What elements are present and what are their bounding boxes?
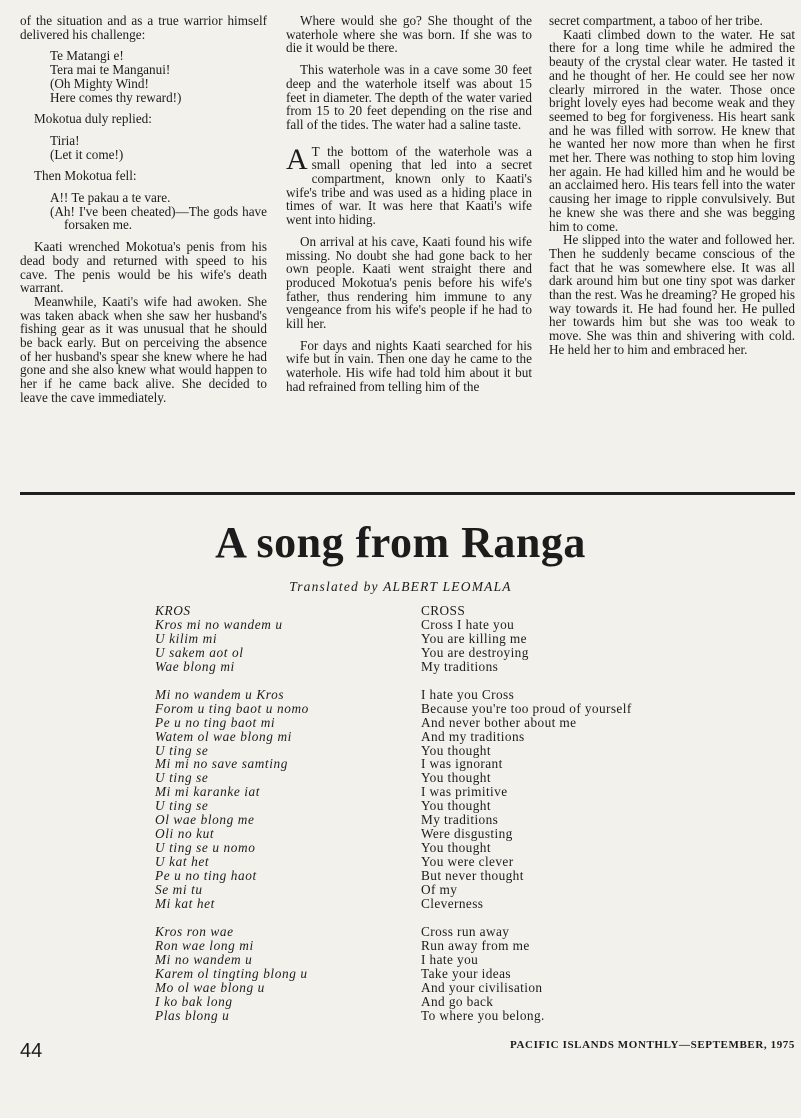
poem-line: You thought bbox=[421, 742, 491, 758]
byline bbox=[0, 579, 801, 595]
verse-line: (Let it come!) bbox=[50, 146, 124, 162]
verse-line: (Ah! I've been cheated)—The gods have forsaken me. bbox=[50, 203, 267, 233]
poem-line: Oli no kut bbox=[155, 826, 215, 842]
poem-line: You thought bbox=[421, 798, 491, 814]
poem-line: Pe u no ting haot bbox=[155, 868, 257, 884]
poem-line: You thought bbox=[421, 770, 491, 786]
poem-line: U ting se bbox=[155, 798, 209, 814]
paragraph-text: T the bottom of the waterhole was a small opening that led into a secret compartment, known only to Kaati's wife's tribe and was used as a hiding place in times of war. It was here that Kaati's wife went into hiding. bbox=[286, 143, 532, 228]
poem-line: U kilim mi bbox=[155, 630, 218, 646]
paragraph: Kaati wrenched Mokotua's penis from his dead body and returned with speed to his cave. The penis would be his wife's death warrant. bbox=[20, 239, 267, 296]
poem-bislama-column bbox=[155, 604, 309, 1023]
poem-line: Cross run away bbox=[421, 923, 510, 939]
paragraph: For days and nights Kaati searched for his wife but in vain. Then one day he came to the waterhole. His wife had told him about it but had refrained from telling him of the bbox=[286, 337, 532, 394]
poem-line: My traditions bbox=[421, 658, 499, 674]
section-divider bbox=[20, 492, 795, 495]
poem-line: U kat het bbox=[155, 854, 210, 870]
publication-footer: PACIFIC ISLANDS MONTHLY—SEPTEMBER, 1975 bbox=[510, 1039, 795, 1051]
paragraph: Where would she go? She thought of the waterhole where she was born. If she was to die it would be there. bbox=[286, 13, 532, 56]
stanza-break bbox=[421, 911, 632, 925]
poem-line: Se mi tu bbox=[155, 882, 203, 898]
poem-line: I hate you bbox=[421, 951, 479, 967]
poem-line: Because you're too proud of yourself bbox=[421, 700, 632, 716]
poem-line: U ting se bbox=[155, 770, 209, 786]
poem-english-column bbox=[421, 604, 632, 1023]
poem-line: You were clever bbox=[421, 854, 514, 870]
poem-line: And your civilisation bbox=[421, 979, 543, 995]
poem-line: Mi kat het bbox=[155, 896, 215, 911]
poem-line: You thought bbox=[421, 840, 491, 856]
poem-line: Watem ol wae blong mi bbox=[155, 728, 292, 744]
poem-line: My traditions bbox=[421, 812, 499, 828]
poem-line: Kros ron wae bbox=[155, 923, 234, 939]
verse-challenge bbox=[50, 49, 267, 104]
poem-line: Forom u ting baot u nomo bbox=[155, 700, 309, 716]
poem-title: A song from Ranga bbox=[215, 518, 586, 567]
paragraph: Meanwhile, Kaati's wife had awoken. She was taken aback when she saw her husband's fishing gear as it was unusual that he should be back early. But on perceiving the absence of her husband's spear she knew where he had gone and she also knew what would happen to her if he came back alive. She decided to leave the cave immediately. bbox=[20, 293, 267, 405]
poem-line: Mi mi no save samting bbox=[155, 756, 288, 772]
paragraph-dropcap bbox=[286, 142, 532, 228]
poem-line: Take your ideas bbox=[421, 965, 511, 981]
poem-line: U sakem aot ol bbox=[155, 644, 244, 660]
paragraph: secret compartment, a taboo of her tribe. bbox=[549, 13, 763, 28]
poem-line: Cross I hate you bbox=[421, 616, 515, 632]
poem-line: Mi no wandem u bbox=[155, 951, 253, 967]
poem-line: Wae blong mi bbox=[155, 658, 235, 674]
paragraph: of the situation and as a true warrior himself delivered his challenge: bbox=[20, 13, 267, 42]
byline-prefix: Translated by bbox=[289, 579, 379, 594]
poem-line: I hate you Cross bbox=[421, 686, 515, 702]
verse-line: Here comes thy reward!) bbox=[50, 89, 182, 105]
paragraph: He slipped into the water and followed her. Then he suddenly became conscious of the fact that he was somewhere else. It was all dark around him but one tiny spot was darker than the rest. Was he dreaming? He groped his way towards it. He had found her. He pulled her towards him but she was too weak to move. She was thin and shivering with cold. He held her to him and embraced her. bbox=[549, 232, 795, 357]
poem-line: Ron wae long mi bbox=[155, 937, 254, 953]
poem-line: To where you belong. bbox=[421, 1007, 545, 1023]
poem-line: Mi mi karanke iat bbox=[155, 784, 261, 800]
verse-line: Tiria! bbox=[50, 132, 80, 148]
verse-reply bbox=[50, 134, 267, 161]
poem-line: Karem ol tingting blong u bbox=[155, 965, 308, 981]
poem-line: Cleverness bbox=[421, 896, 484, 911]
drop-cap: A bbox=[286, 142, 308, 176]
poem-line: Were disgusting bbox=[421, 826, 513, 842]
verse-line: (Oh Mighty Wind! bbox=[50, 75, 149, 91]
page-number: 44 bbox=[20, 1040, 43, 1062]
poem-line: But never thought bbox=[421, 868, 524, 884]
poem-line: Kros mi no wandem u bbox=[155, 616, 283, 632]
poem-line: Plas blong u bbox=[155, 1007, 230, 1023]
poem-line: You are killing me bbox=[421, 630, 527, 646]
poem-line: You are destroying bbox=[421, 644, 529, 660]
poem-line: Ol wae blong me bbox=[155, 812, 255, 828]
poem-line: U ting se bbox=[155, 742, 209, 758]
poem-line: CROSS bbox=[421, 603, 466, 618]
poem-line: And go back bbox=[421, 993, 494, 1009]
poem-line: Mo ol wae blong u bbox=[155, 979, 265, 995]
article-column-3 bbox=[549, 14, 795, 357]
article-column-2 bbox=[286, 14, 532, 394]
paragraph: This waterhole was in a cave some 30 feet deep and the waterhole itself was about 15 feet in diameter. The depth of the water varied from 15 to 20 feet depending on the rise and fall of the tides. The water had a saline taste. bbox=[286, 62, 532, 132]
poem-line: Run away from me bbox=[421, 937, 530, 953]
poem-line: I ko bak long bbox=[155, 993, 233, 1009]
poem-line: And my traditions bbox=[421, 728, 525, 744]
stanza-break bbox=[421, 674, 632, 688]
paragraph: Mokotua duly replied: bbox=[34, 111, 152, 127]
stanza-break bbox=[155, 911, 309, 925]
paragraph: On arrival at his cave, Kaati found his wife missing. No doubt she had gone back to her own people. Kaati went straight there and produced Mokotua's penis before his wife's father, thus rendering him immune to any vengeance from his wife's people if he had to kill her. bbox=[286, 233, 532, 332]
verse-line: Tera mai te Manganui! bbox=[50, 62, 171, 78]
poem-line: U ting se u nomo bbox=[155, 840, 256, 856]
verse-line: A!! Te pakau a te vare. bbox=[50, 190, 171, 206]
poem-line: I was primitive bbox=[421, 784, 508, 800]
verse-fall bbox=[50, 191, 267, 232]
poem-line: I was ignorant bbox=[421, 756, 503, 772]
article-column-1 bbox=[20, 14, 267, 405]
translator-name: ALBERT LEOMALA bbox=[383, 579, 512, 594]
paragraph: Kaati climbed down to the water. He sat there for a long time while he admired the beauty of the crystal clear water. He tasted it and he thought of her. He could see her now clearly mirrored in the water. Those once bright lovely eyes had become weak and they seemed to beg for forgiveness. His heart sank and he was filled with sorrow. He knew that he wanted her now more than when he first met her. There was nothing to stop him loving her again. He had killed him and he would be an acclaimed hero. His tears fell into the water causing her image to ripple convulsively. But he knew she was there and she was begging him to come. bbox=[549, 26, 795, 234]
poem-line: KROS bbox=[155, 603, 191, 618]
poem-line: And never bother about me bbox=[421, 714, 577, 730]
paragraph: Then Mokotua fell: bbox=[34, 168, 137, 184]
poem-line: Mi no wandem u Kros bbox=[155, 686, 285, 702]
stanza-break bbox=[155, 674, 309, 688]
poem-line: Of my bbox=[421, 882, 458, 898]
verse-line: Te Matangi e! bbox=[50, 48, 124, 64]
poem-line: Pe u no ting baot mi bbox=[155, 714, 276, 730]
